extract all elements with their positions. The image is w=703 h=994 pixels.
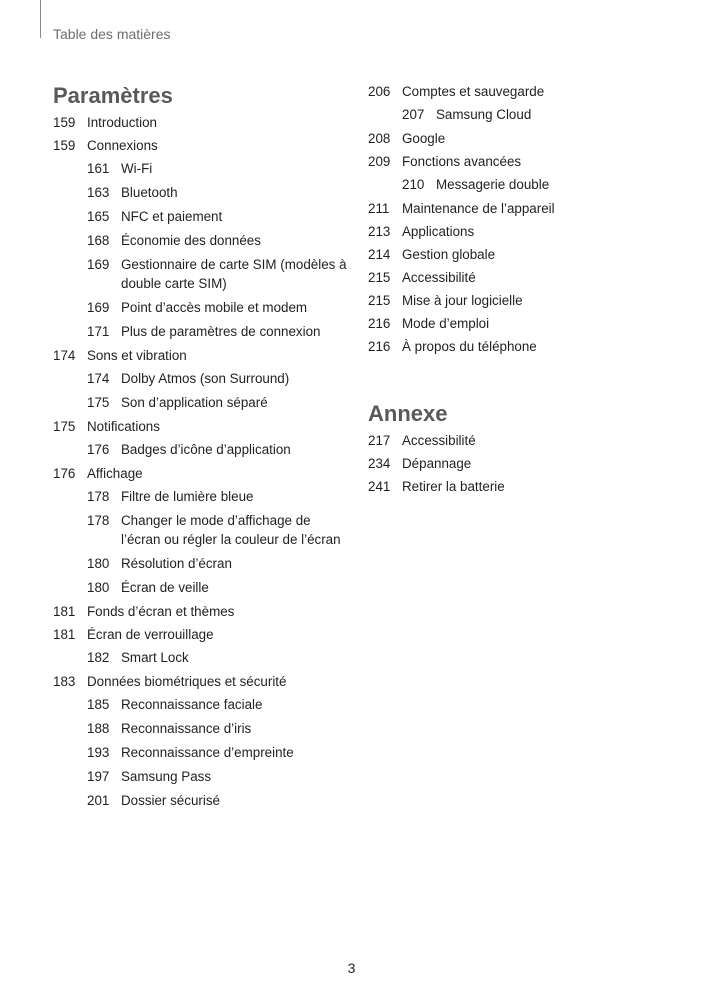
toc-entry[interactable]: [53, 743, 353, 762]
toc-entry-title: Accessibilité: [402, 433, 476, 448]
toc-entry[interactable]: [368, 222, 668, 241]
toc-entry[interactable]: [368, 175, 668, 194]
toc-page-number: 216: [368, 339, 391, 354]
toc-page-number: 182: [87, 650, 110, 665]
toc-page-number: 178: [87, 489, 110, 504]
page-number: 3: [347, 960, 356, 976]
toc-entry-title: Samsung Pass: [121, 769, 212, 784]
toc-entry[interactable]: [53, 113, 353, 132]
toc-entry-title: Plus de paramètres de connexion: [121, 324, 321, 339]
toc-page-number: 241: [368, 479, 391, 494]
toc-page-number: 169: [87, 300, 110, 315]
toc-entry[interactable]: [53, 346, 353, 365]
toc-page-number: 197: [87, 769, 110, 784]
toc-entry[interactable]: [53, 298, 353, 317]
toc-page-number: 215: [368, 293, 391, 308]
toc-entry[interactable]: [53, 255, 353, 293]
toc-entry-title: Maintenance de l’appareil: [402, 201, 555, 216]
toc-entry-title: Reconnaissance d’iris: [121, 721, 252, 736]
toc-page-number: 193: [87, 745, 110, 760]
toc-page-number: 159: [53, 138, 76, 153]
toc-entry-title: Introduction: [87, 115, 157, 130]
toc-entry-title: Samsung Cloud: [436, 107, 532, 122]
toc-entry[interactable]: [368, 199, 668, 218]
toc-entry[interactable]: [53, 393, 353, 412]
toc-list-continued: [368, 82, 668, 356]
toc-entry[interactable]: [53, 136, 353, 155]
toc-page-number: 214: [368, 247, 391, 262]
toc-entry[interactable]: [368, 291, 668, 310]
toc-entry-title: Filtre de lumière bleue: [121, 489, 254, 504]
toc-entry-title: Résolution d’écran: [121, 556, 232, 571]
toc-entry-title: Comptes et sauvegarde: [402, 84, 545, 99]
toc-page-number: 176: [53, 466, 76, 481]
toc-entry[interactable]: [53, 207, 353, 226]
toc-page-number: 209: [368, 154, 391, 169]
toc-entry-title: Wi-Fi: [121, 161, 153, 176]
toc-entry-title: Reconnaissance faciale: [121, 697, 263, 712]
toc-entry[interactable]: [53, 767, 353, 786]
toc-page-number: 180: [87, 556, 110, 571]
toc-page-number: 181: [53, 604, 76, 619]
toc-entry[interactable]: [53, 487, 353, 506]
toc-entry[interactable]: [368, 105, 668, 124]
toc-entry-title: Reconnaissance d’empreinte: [121, 745, 294, 760]
toc-entry-title: Messagerie double: [436, 177, 550, 192]
toc-page-number: 207: [402, 107, 425, 122]
toc-page-number: 159: [53, 115, 76, 130]
toc-entry[interactable]: [53, 719, 353, 738]
toc-page-number: 201: [87, 793, 110, 808]
right-column: [368, 82, 668, 500]
toc-entry-title: Dolby Atmos (son Surround): [121, 371, 290, 386]
toc-page-number: 178: [87, 513, 110, 528]
toc-page-number: 180: [87, 580, 110, 595]
toc-entry[interactable]: [53, 417, 353, 436]
toc-entry[interactable]: [53, 602, 353, 621]
toc-entry[interactable]: [368, 477, 668, 496]
toc-page-number: 213: [368, 224, 391, 239]
toc-entry[interactable]: [53, 672, 353, 691]
toc-entry-title: Bluetooth: [121, 185, 178, 200]
toc-entry[interactable]: [53, 322, 353, 341]
toc-page-number: 174: [53, 348, 76, 363]
toc-entry-title: Fonctions avancées: [402, 154, 522, 169]
toc-page-number: 216: [368, 316, 391, 331]
toc-entry[interactable]: [368, 337, 668, 356]
toc-entry-title: NFC et paiement: [121, 209, 223, 224]
toc-page-number: 175: [53, 419, 76, 434]
toc-entry-title: Gestionnaire de carte SIM (modèles à double carte SIM): [121, 257, 347, 291]
toc-entry-title: Accessibilité: [402, 270, 476, 285]
toc-page-number: 163: [87, 185, 110, 200]
toc-entry[interactable]: [368, 129, 668, 148]
toc-entry-title: Dépannage: [402, 456, 472, 471]
toc-entry-title: Écran de veille: [121, 580, 209, 595]
section-title-annexe: Annexe: [368, 401, 448, 426]
toc-list-parametres: [53, 113, 353, 810]
toc-page-number: 210: [402, 177, 425, 192]
toc-entry-title: Point d’accès mobile et modem: [121, 300, 308, 315]
toc-entry-title: Changer le mode d’affichage de l’écran ou régler la couleur de l’écran: [121, 513, 341, 547]
toc-entry-title: Google: [402, 131, 446, 146]
toc-page-number: 181: [53, 627, 76, 642]
toc-entry-title: Smart Lock: [121, 650, 189, 665]
toc-page-number: 208: [368, 131, 391, 146]
toc-entry-title: Affichage: [87, 466, 143, 481]
toc-page-number: 174: [87, 371, 110, 386]
toc-entry[interactable]: [368, 245, 668, 264]
toc-entry[interactable]: [53, 695, 353, 714]
toc-page-number: 215: [368, 270, 391, 285]
toc-page-number: 183: [53, 674, 76, 689]
toc-entry[interactable]: [53, 440, 353, 459]
toc-entry[interactable]: [53, 791, 353, 810]
toc-entry[interactable]: [53, 625, 353, 644]
toc-page-number: 188: [87, 721, 110, 736]
toc-list-annexe: [368, 431, 668, 496]
toc-entry[interactable]: [53, 554, 353, 573]
toc-entry[interactable]: [368, 431, 668, 450]
toc-entry[interactable]: [53, 231, 353, 250]
toc-page-number: 234: [368, 456, 391, 471]
toc-entry-title: Données biométriques et sécurité: [87, 674, 287, 689]
toc-entry[interactable]: [53, 159, 353, 178]
toc-page-number: 176: [87, 442, 110, 457]
toc-page-number: 185: [87, 697, 110, 712]
toc-page-number: 161: [87, 161, 110, 176]
toc-entry-title: À propos du téléphone: [402, 339, 537, 354]
toc-entry-title: Mode d’emploi: [402, 316, 490, 331]
toc-entry[interactable]: [53, 183, 353, 202]
toc-entry[interactable]: [53, 578, 353, 597]
toc-entry-title: Sons et vibration: [87, 348, 187, 363]
toc-entry[interactable]: [368, 152, 668, 171]
toc-entry[interactable]: [368, 268, 668, 287]
header-title: Table des matières: [53, 26, 171, 42]
toc-entry-title: Fonds d’écran et thèmes: [87, 604, 235, 619]
toc-entry-title: Retirer la batterie: [402, 479, 505, 494]
toc-entry[interactable]: [53, 511, 353, 549]
toc-entry-title: Connexions: [87, 138, 158, 153]
toc-entry-title: Notifications: [87, 419, 160, 434]
toc-entry-title: Badges d’icône d’application: [121, 442, 291, 457]
toc-page-number: 217: [368, 433, 391, 448]
toc-page-number: 171: [87, 324, 110, 339]
toc-entry-title: Gestion globale: [402, 247, 496, 262]
toc-entry[interactable]: [53, 464, 353, 483]
toc-page-number: 206: [368, 84, 391, 99]
toc-entry[interactable]: [53, 369, 353, 388]
toc-entry-title: Dossier sécurisé: [121, 793, 220, 808]
toc-entry-title: Écran de verrouillage: [87, 627, 214, 642]
toc-page-number: 169: [87, 257, 110, 272]
toc-entry-title: Applications: [402, 224, 475, 239]
toc-entry[interactable]: [368, 82, 668, 101]
toc-page-number: 175: [87, 395, 110, 410]
toc-page-number: 211: [368, 201, 390, 216]
toc-entry[interactable]: [368, 454, 668, 473]
left-column: [53, 82, 353, 815]
toc-page-number: 165: [87, 209, 110, 224]
header-rule: [40, 0, 41, 38]
toc-entry[interactable]: [53, 648, 353, 667]
toc-entry-title: Mise à jour logicielle: [402, 293, 523, 308]
toc-entry-title: Son d’application séparé: [121, 395, 268, 410]
toc-entry[interactable]: [368, 314, 668, 333]
toc-page-number: 168: [87, 233, 110, 248]
section-title-parametres: Paramètres: [53, 83, 173, 108]
toc-entry-title: Économie des données: [121, 233, 261, 248]
